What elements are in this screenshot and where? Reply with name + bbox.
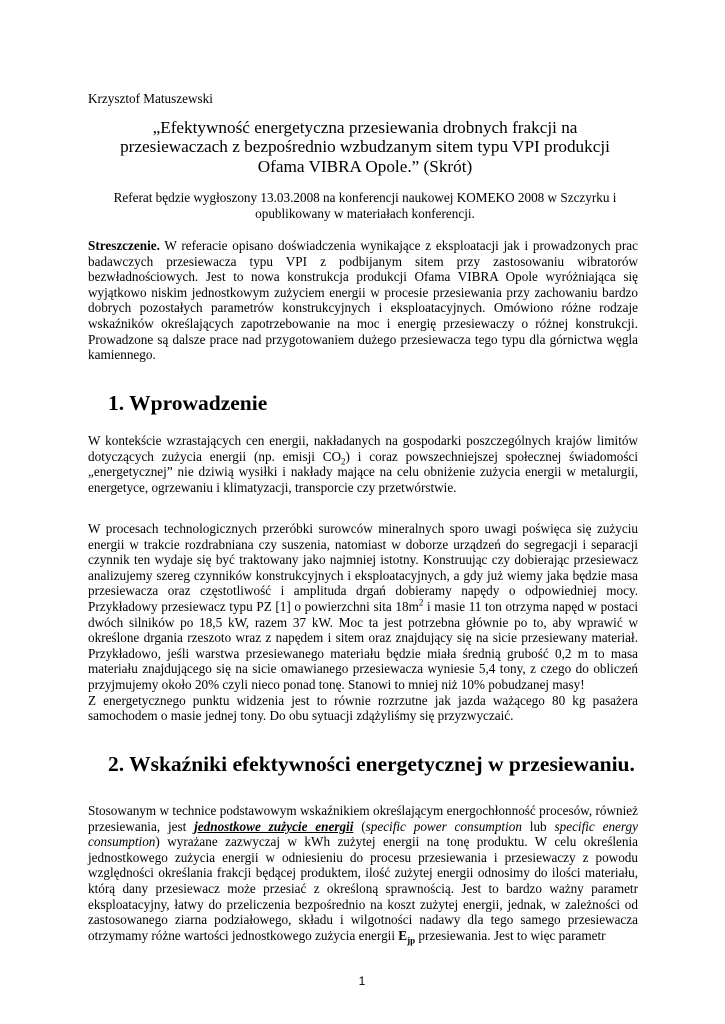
page-number: 1 <box>358 974 366 988</box>
s1p2-text-b: i masie 11 ton otrzyma napęd w postaci dwóch silników po 18,5 kW, razem 37 kW. Moc ta jest potrzebna głównie po to, aby wprawić w określone drgania rzeszoto wraz z napędem i sitem oraz znajdujący się na sicie przesiewany materiał. Przykładowo, jeśli warstwa przesiewanego materiału będzie miała średnią grubość 0,2 m to masa materiału znajdującego się na sicie omawianego przesiewacza wyniesie 5,4 tony, z czego do obliczeń przyjmujemy około 20% czyli nieco ponad tonę. Stanowi to mniej niż 10% pobudzanej masy! <box>88 598 638 692</box>
s1p2-text-a: W procesach technologicznych przeróbki surowców mineralnych sporo uwagi poświęca się zużyciu energii w trakcie rozdrabniana czy suszenia, natomiast w doborze urządzeń do segregacji i separacji czynnik ten wydaje się być traktowany jako najmniej istotny. Konstruując czy dobierając przesiewacz analizujemy szereg czynników konstrukcyjnych i eksploatacyjnych, a gdy już wiemy jaka będzie masa przesiewacza oraz częstotliwość i amplituda drgań dobieramy napędy o odpowiedniej mocy. Przykładowy przesiewacz typu PZ [1] o powierzchni sita 18m <box>88 521 638 614</box>
s2p1-text-c: lub <box>521 818 555 834</box>
s1p1-text-b: ) i coraz powszechniejszej społecznej świadomości „energetycznej” nie dziwią wysiłki i nakłady mające na celu obniżenie zużycia energii w metalurgii, energetyce, ogrzewaniu i klimatyzacji, transporcie czy przetwórstwie. <box>88 448 639 495</box>
abstract-paragraph <box>88 238 638 363</box>
conference-note: Referat będzie wygłoszony 13.03.2008 na konferencji naukowej KOMEKO 2008 w Szczyrku i opublikowany w materiałach konferencji. <box>113 190 617 221</box>
s1p1-text-a: W kontekście wzrastających cen energii, nakładanych na gospodarki poszczególnych krajów limitów dotyczących zużycia energii (np. emisji CO <box>88 433 638 464</box>
abstract-text: W referacie opisano doświadczenia wynikające z eksploatacji jak i prowadzonych prac badawczych przesiewacza typu VPI z podbijanym sitem przy zastosowaniu wibratorów bezwładnościowych. Jest to nowa konstrukcja produkcji Ofama VIBRA Opole wyróżniająca się wyjątkowo niskim jednostkowym zużyciem energii w procesie przesiewania przy zachowaniu bardzo dobrych pozostałych parametrów konstrukcyjnych i eksploatacyjnych. Omówiono różne rodzaje wskaźników określających zapotrzebowanie na moc i energię przesiewaczy o różnej konstrukcji. Prowadzone są dalsze prace nad przygotowaniem dużego przesiewacza tego typu dla górnictwa węgla kamiennego. <box>88 238 638 363</box>
term-en-energy: specific energy consumption <box>88 818 638 850</box>
section-1-heading: 1. Wprowadzenie <box>108 391 268 415</box>
s2p1-text-b: ( <box>353 818 366 834</box>
s2p1-text-e: przesiewania. Jest to więc parametr <box>415 927 606 943</box>
symbol-e-subscript: jp <box>407 935 416 946</box>
symbol-e: E <box>398 927 408 943</box>
s1p2-text-c: Z energetycznego punktu widzenia jest to równie rozrzutne jak jazda ważącego 80 kg pasażera samochodem o masie jednej tony. Do obu sytuacji zdążyliśmy się przyzwyczaić. <box>88 692 638 724</box>
section-2-paragraph-1 <box>88 803 638 946</box>
term-specific-energy: jednostkowe zużycie energii <box>194 818 354 834</box>
s2p1-text-d: ) wyrażane zazwyczaj w kWh zużytej energii na tonę produktu. W celu określenia jednostkowego zużycia energii w odniesieniu do procesu przesiewania i przesiewaczy z powodu względności określania frakcji będącej produktem, ilość zużytej energii odnosimy do ilości materiału, którą dany przesiewacz może przesiać z określoną sprawnością. Jest to bardzo ważny parametr eksploatacyjny, łatwy do przeliczenia bezpośrednio na koszt zużytej energii, jednak, w zależności od zastosowanego ziarna podziałowego, składu i wilgotności nadawy dla tego samego przesiewacza otrzymamy różne wartości jednostkowego zużycia energii <box>88 834 638 943</box>
section-1-paragraph-2 <box>88 521 638 724</box>
s2p1-text-a: Stosowanym w technice podstawowym wskaźnikiem określającym energochłonność procesów, również przesiewania, jest <box>88 803 638 834</box>
m2-superscript: 2 <box>418 597 424 608</box>
co2-subscript: 2 <box>341 456 346 467</box>
section-2-heading: 2. Wskaźniki efektywności energetycznej w przesiewaniu. <box>108 752 635 776</box>
paper-title: „Efektywność energetyczna przesiewania drobnych frakcji na przesiewaczach z bezpośrednio wzbudzanym sitem typu VPI produkcji Ofama VIBRA Opole.” (Skrót) <box>120 118 610 176</box>
term-en-power: specific power consumption <box>365 818 522 834</box>
abstract-label: Streszczenie. <box>88 238 160 253</box>
author-name: Krzysztof Matuszewski <box>88 91 213 106</box>
section-1-paragraph-1 <box>88 433 638 495</box>
